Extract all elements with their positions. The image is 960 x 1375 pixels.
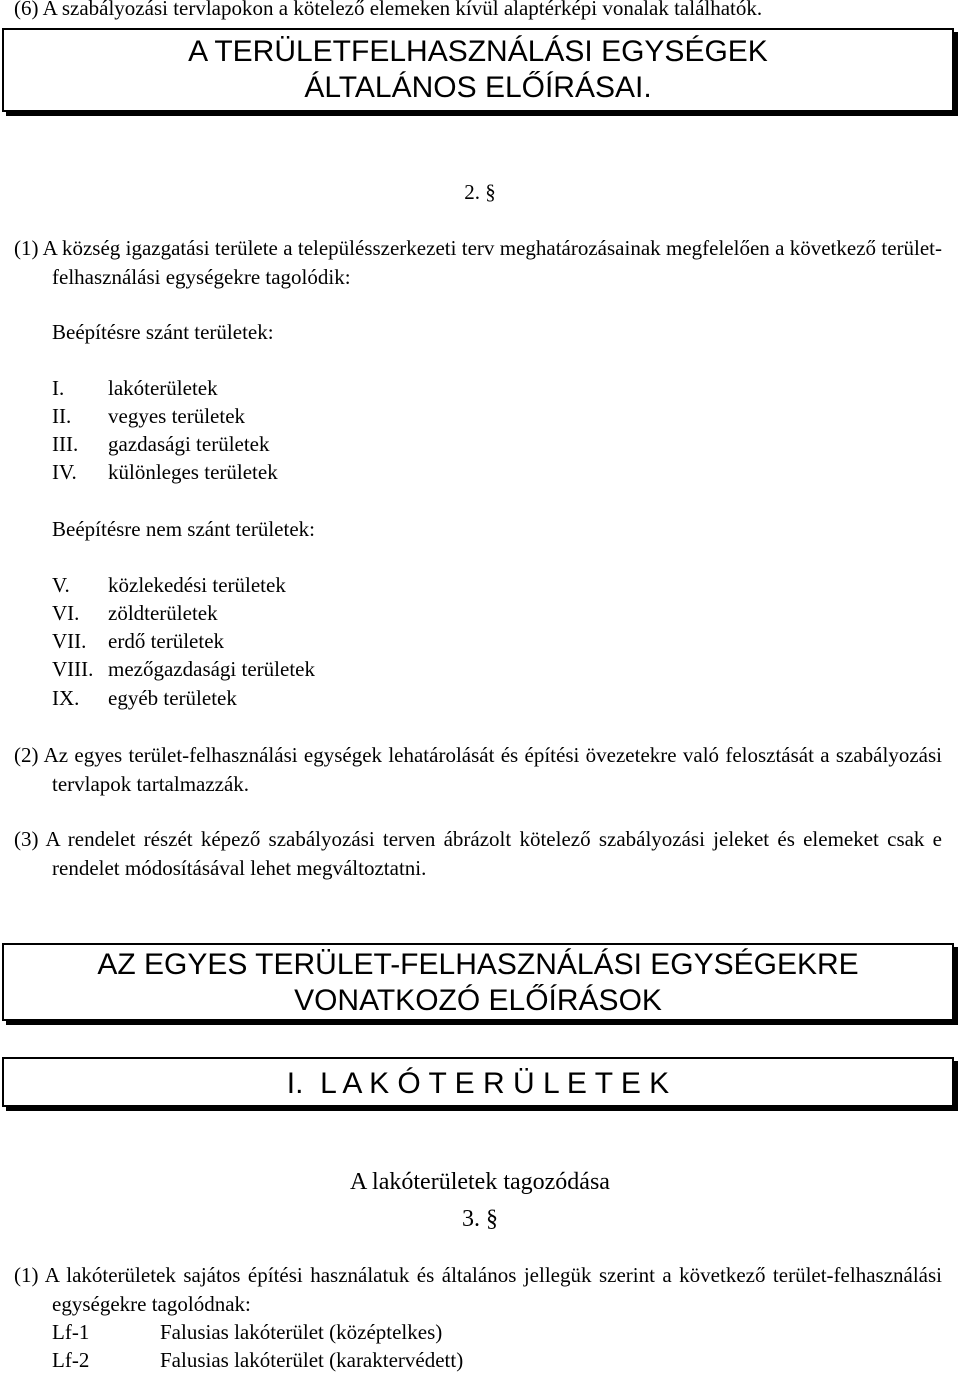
list-label: erdő területek: [108, 629, 225, 653]
list-number: IV.: [52, 460, 77, 484]
list-label: lakóterületek: [108, 376, 218, 400]
box-title-line: I. L A K Ó T E R Ü L E T E K: [286, 1067, 670, 1100]
list-item: [52, 1346, 463, 1375]
section-heading: 3. §: [462, 1206, 498, 1232]
paragraph-1: (1) A lakóterületek sajátos építési használatuk és általános jellegük szerint a következő terület-felhasználási egységekre tagolódnak:: [14, 1263, 942, 1316]
list-number: V.: [52, 573, 70, 597]
zone-code: Lf-1: [52, 1320, 90, 1344]
list-item: [52, 430, 270, 459]
list-number: II.: [52, 404, 72, 428]
box-title-line: VONATKOZÓ ELŐÍRÁSOK: [294, 984, 662, 1017]
list-number: VIII.: [52, 657, 94, 681]
box-title-line: A TERÜLETFELHASZNÁLÁSI EGYSÉGEK: [188, 35, 768, 68]
list-item: [52, 1318, 442, 1347]
list-label: különleges területek: [108, 460, 278, 484]
zone-code: Lf-2: [52, 1348, 90, 1372]
list-item: [52, 374, 218, 403]
section-title-box-specific: [2, 943, 954, 1021]
list-label: egyéb területek: [108, 686, 237, 710]
list-number: VII.: [52, 629, 87, 653]
section-heading: 2. §: [464, 180, 496, 204]
box-title-line: ÁLTALÁNOS ELŐÍRÁSAI.: [304, 71, 652, 104]
built-areas-heading: Beépítésre szánt területek:: [52, 320, 274, 344]
list-item: [52, 655, 315, 684]
list-item: [52, 684, 237, 713]
section-title-box-residential: [2, 1057, 954, 1107]
subsection-title: A lakóterületek tagozódása: [350, 1169, 610, 1195]
zone-label: Falusias lakóterület (karaktervédett): [160, 1348, 464, 1372]
list-number: IX.: [52, 686, 80, 710]
box-title-line: AZ EGYES TERÜLET-FELHASZNÁLÁSI EGYSÉGEKRE: [97, 948, 859, 981]
list-item: [52, 627, 224, 656]
paragraph-6: (6) A szabályozási tervlapokon a kötelező elemeken kívül alaptérképi vonalak találhatók.: [14, 0, 763, 20]
list-number: VI.: [52, 601, 80, 625]
list-item: [52, 571, 286, 600]
paragraph-1: (1) A község igazgatási területe a településszerkezeti terv meghatározásainak megfelelően a következő terület-felhasználási egységekre tagolódik:: [14, 236, 942, 289]
list-label: gazdasági területek: [108, 432, 270, 456]
list-item: [52, 458, 278, 487]
list-label: vegyes területek: [108, 404, 246, 428]
list-item: [52, 402, 245, 431]
paragraph-2: (2) Az egyes terület-felhasználási egységek lehatárolását és építési övezetekre való felosztását a szabályozási tervlapok tartalmazzák.: [14, 743, 942, 796]
list-label: közlekedési területek: [108, 573, 286, 597]
zone-label: Falusias lakóterület (középtelkes): [160, 1320, 443, 1344]
list-number: III.: [52, 432, 79, 456]
list-label: zöldterületek: [108, 601, 218, 625]
paragraph-3: (3) A rendelet részét képező szabályozási terven ábrázolt kötelező szabályozási jeleket és elemeket csak e rendelet módosításával lehet megváltoztatni.: [14, 827, 942, 880]
list-number: I.: [52, 376, 65, 400]
section-title-box-general: [2, 28, 954, 112]
list-item: [52, 599, 218, 628]
list-label: mezőgazdasági területek: [108, 657, 315, 681]
unbuilt-areas-heading: Beépítésre nem szánt területek:: [52, 517, 315, 541]
